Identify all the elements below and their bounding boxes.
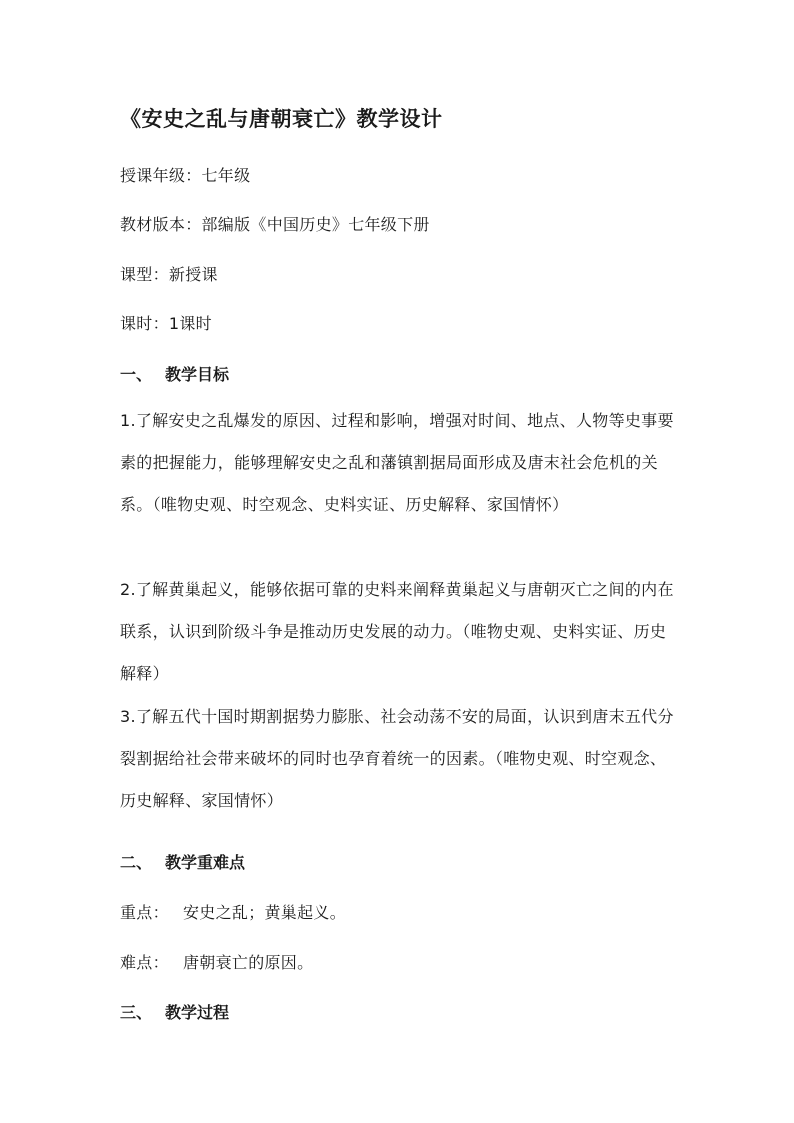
objective-3: 3.了解五代十国时期割据势力膨胀、社会动荡不安的局面，认识到唐末五代分裂割据给社会带来破坏的同时也孕育着统一的因素。（唯物史观、时空观念、历史解释、家国情怀） xyxy=(120,707,674,810)
section-title: 教学过程 xyxy=(165,1003,230,1022)
meta-grade: 授课年级：七年级 xyxy=(120,166,251,185)
focus-line xyxy=(120,900,346,923)
meta-textbook: 教材版本：部编版《中国历史》七年级下册 xyxy=(120,215,430,234)
section-number: 一、 xyxy=(120,365,153,384)
objective-2: 2.了解黄巢起义，能够依据可靠的史料来阐释黄巢起义与唐朝灭亡之间的内在联系，认识到阶级斗争是推动历史发展的动力。（唯物史观、史料实证、历史解释） xyxy=(120,580,674,683)
difficulty-value: 唐朝衰亡的原因。 xyxy=(183,953,314,972)
section-heading-process xyxy=(120,1000,229,1023)
section-heading-key-points xyxy=(120,850,245,873)
focus-value: 安史之乱；黄巢起义。 xyxy=(183,903,347,922)
difficulty-line xyxy=(120,950,313,973)
section-heading-objectives xyxy=(120,362,229,385)
document-title: 《安史之乱与唐朝衰亡》教学设计 xyxy=(120,107,443,131)
focus-label: 重点： xyxy=(120,903,169,922)
objective-1: 1.了解安史之乱爆发的原因、过程和影响，增强对时间、地点、人物等史事要素的把握能力，能够理解安史之乱和藩镇割据局面形成及唐末社会危机的关系。（唯物史观、时空观念、史料实证、历史解释、家国情怀） xyxy=(120,411,674,514)
meta-periods: 课时：1课时 xyxy=(120,314,212,333)
section-title: 教学目标 xyxy=(165,365,230,384)
section-number: 三、 xyxy=(120,1003,153,1022)
meta-lesson-type: 课型：新授课 xyxy=(120,265,218,284)
section-title: 教学重难点 xyxy=(165,853,246,872)
difficulty-label: 难点： xyxy=(120,953,169,972)
section-number: 二、 xyxy=(120,853,153,872)
